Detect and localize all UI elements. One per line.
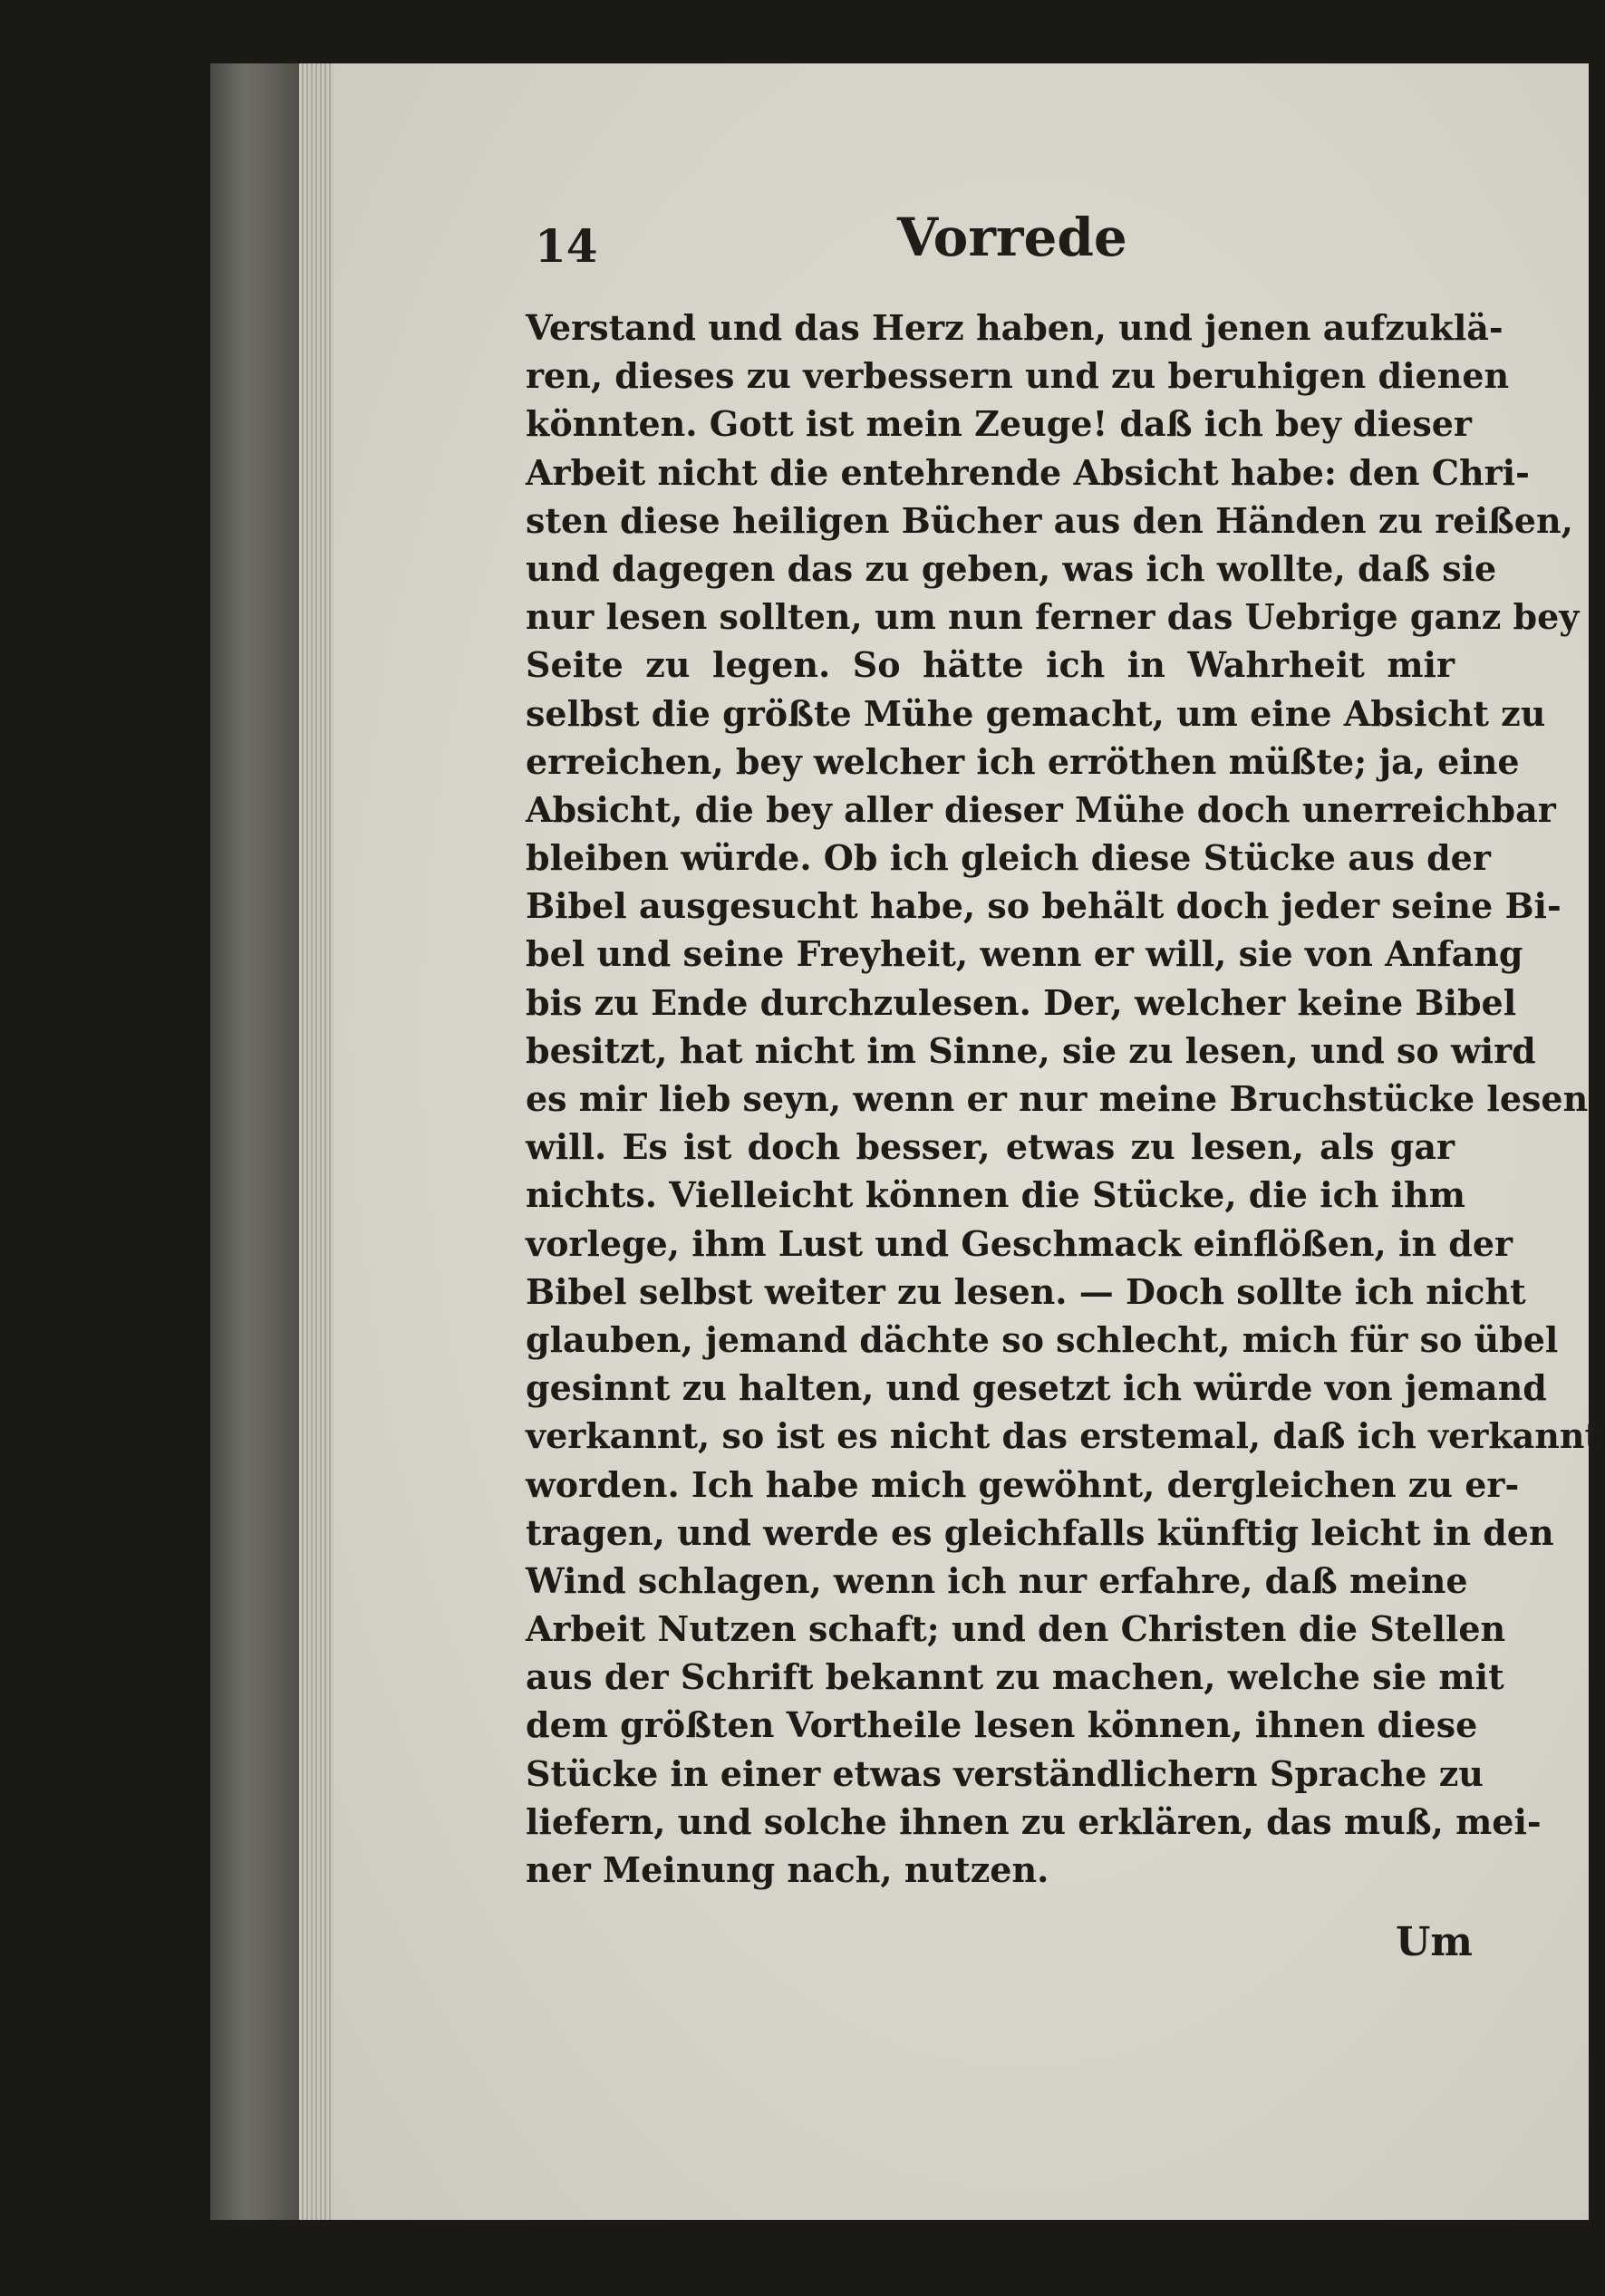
text-line: Wind schlagen, wenn ich nur erfahre, daß meine: [526, 1559, 1468, 1601]
text-line: tragen, und werde es gleichfalls künftig leicht in den: [526, 1511, 1554, 1553]
page-header: [535, 207, 1468, 288]
text-line: es mir lieb seyn, wenn er nur meine Bruchstücke lesen: [526, 1078, 1589, 1119]
text-line: liefern, und solche ihnen zu erklären, das muß, mei-: [526, 1800, 1542, 1842]
text-line: Stücke in einer etwas verständlichern Sprache zu: [526, 1752, 1484, 1794]
page-edges: [299, 63, 335, 2220]
text-line: sten diese heiligen Bücher aus den Händen zu reißen,: [526, 499, 1573, 541]
text-line: aus der Schrift bekannt zu machen, welche sie mit: [526, 1656, 1504, 1698]
text-line: worden. Ich habe mich gewöhnt, dergleichen zu er-: [526, 1463, 1520, 1505]
running-head: Vorrede: [897, 207, 1127, 268]
text-line: verkannt, so ist es nicht das erstemal, daß ich verkannt: [526, 1415, 1601, 1457]
text-line: bis zu Ende durchzulesen. Der, welcher keine Bibel: [526, 981, 1517, 1023]
text-line: Bibel selbst weiter zu lesen. — Doch sollte ich nicht: [526, 1270, 1526, 1312]
text-line: nur lesen sollten, um nun ferner das Uebrige ganz bey: [526, 596, 1580, 638]
page-number: 14: [535, 219, 598, 273]
text-line: glauben, jemand dächte so schlecht, mich für so übel: [526, 1318, 1559, 1360]
text-line: gesinnt zu halten, und gesetzt ich würde von jemand: [526, 1367, 1547, 1409]
text-line: Verstand und das Herz haben, und jenen aufzuklä-: [526, 307, 1503, 348]
text-line: Bibel ausgesucht habe, so behält doch jeder seine Bi-: [526, 885, 1561, 927]
text-line: Arbeit Nutzen schaft; und den Christen die Stellen: [526, 1608, 1506, 1650]
text-line: könnten. Gott ist mein Zeuge! daß ich bey dieser: [526, 403, 1472, 445]
text-line: selbst die größte Mühe gemacht, um eine Absicht zu: [526, 692, 1546, 734]
catchword: Um: [1396, 1919, 1473, 1965]
text-line: und dagegen das zu geben, was ich wollte, daß sie: [526, 547, 1497, 589]
book-spine: [210, 63, 310, 2220]
text-line: vorlege, ihm Lust und Geschmack einflößen, in der: [526, 1222, 1513, 1264]
text-line: Arbeit nicht die entehrende Absicht habe: den Chri-: [526, 451, 1530, 493]
text-line: bel und seine Freyheit, wenn er will, sie von Anfang: [526, 933, 1523, 975]
body-text: [526, 304, 1601, 1894]
text-line: will. Es ist doch besser, etwas zu lesen, als gar: [526, 1126, 1455, 1168]
text-line: nichts. Vielleicht können die Stücke, die ich ihm: [526, 1174, 1465, 1216]
text-line: erreichen, bey welcher ich erröthen müßte; ja, eine: [526, 740, 1520, 782]
text-line: Absicht, die bey aller dieser Mühe doch unerreichbar: [526, 788, 1556, 830]
text-line: besitzt, hat nicht im Sinne, sie zu lesen, und so wird: [526, 1029, 1536, 1071]
text-line: bleiben würde. Ob ich gleich diese Stücke aus der: [526, 837, 1491, 879]
text-line: ner Meinung nach, nutzen.: [526, 1849, 1049, 1890]
text-line: Seite zu legen. So hätte ich in Wahrheit mir: [526, 644, 1455, 686]
text-line: dem größten Vortheile lesen können, ihnen diese: [526, 1704, 1478, 1746]
text-line: ren, dieses zu verbessern und zu beruhigen dienen: [526, 355, 1510, 397]
